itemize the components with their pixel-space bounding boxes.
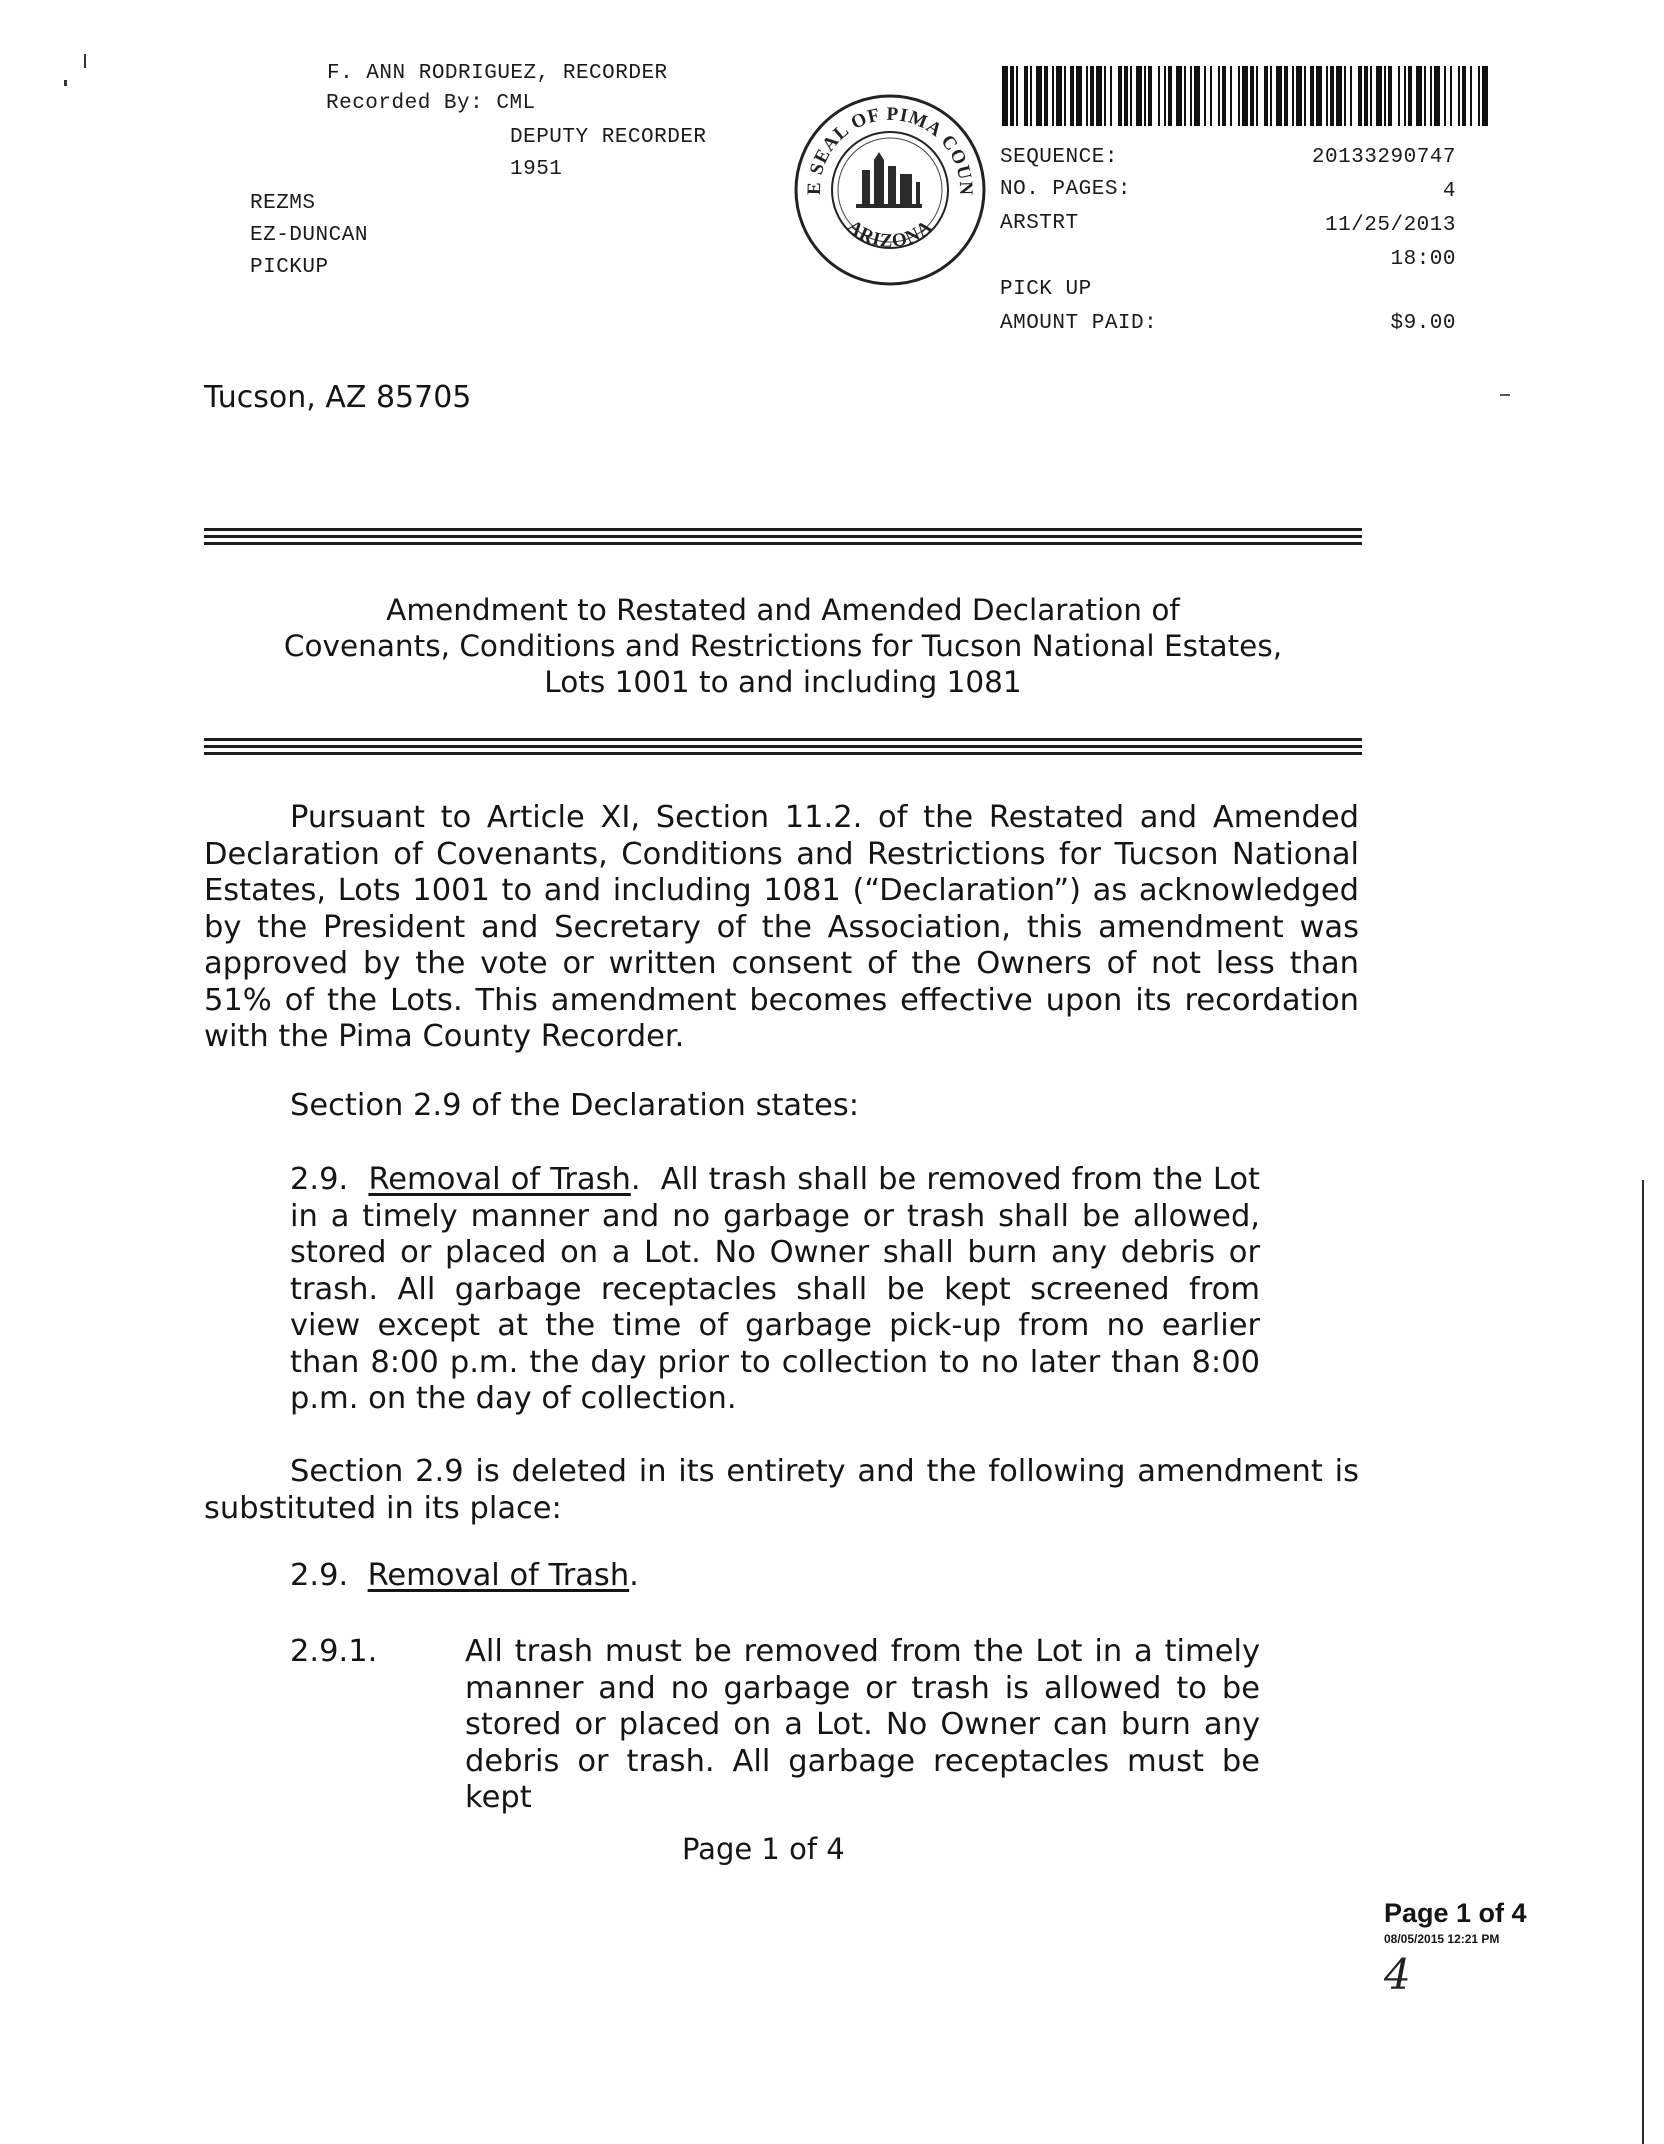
page-footer: Page 1 of 4 bbox=[682, 1832, 845, 1866]
barcode-graphic bbox=[1002, 66, 1488, 126]
amount-label: AMOUNT PAID: bbox=[1000, 312, 1158, 335]
new-subsection-body: All trash must be removed from the Lot in a timely manner and no garbage or trash is allowed to be stored or placed on a Lot. No Owner can burn any debris or trash. All garbage receptacles must be kept bbox=[465, 1634, 1260, 1815]
title-rule-bottom bbox=[204, 738, 1362, 759]
scan-mark bbox=[84, 54, 86, 68]
title-line-1: Amendment to Restated and Amended Declaration of bbox=[386, 593, 1180, 627]
document-type: ARSTRT bbox=[1000, 212, 1079, 235]
county-seal bbox=[790, 90, 990, 290]
scan-mark bbox=[1500, 394, 1510, 396]
deleted-statement: Section 2.9 is deleted in its entirety and the following amendment is substituted in its place: bbox=[204, 1454, 1359, 1526]
recorded-by-label: Recorded By: bbox=[326, 92, 484, 115]
seal-text-bottom: ARIZONA bbox=[843, 216, 937, 252]
document-title bbox=[204, 592, 1362, 700]
scan-edge-line bbox=[1642, 1180, 1644, 2144]
recording-date: 11/25/2013 bbox=[1324, 214, 1456, 237]
seal-text-top: E SEAL OF PIMA COUN bbox=[803, 103, 977, 197]
new-section-heading: Removal of Trash bbox=[367, 1558, 630, 1593]
handwritten-mark: 4 bbox=[1384, 1950, 1411, 1999]
sequence-value: 20133290747 bbox=[1311, 146, 1456, 169]
pages-value: 4 bbox=[1442, 180, 1456, 203]
original-section-body: All trash shall be removed from the Lot in a timely manner and no garbage or trash shall be allowed, stored or placed on a Lot. No Owner shall burn any debris or trash. All garbage receptacles shall be kept screened from view except at the time of garbage pick-up from no earlier than 8:00 p.m. the day prior to collection to no later than 8:00 p.m. on the day of collection. bbox=[290, 1162, 1261, 1416]
title-line-2: Covenants, Conditions and Restrictions for Tucson National Estates, bbox=[283, 629, 1283, 663]
title-line-3: Lots 1001 to and including 1081 bbox=[544, 665, 1022, 699]
recorder-code-1: REZMS bbox=[250, 192, 316, 215]
print-datetime: 08/05/2015 12:21 PM bbox=[1384, 1932, 1500, 1946]
new-section-number: 2.9. bbox=[290, 1558, 349, 1593]
recorded-by-value: CML bbox=[496, 92, 536, 115]
deputy-number: 1951 bbox=[510, 158, 563, 181]
new-subsection-number: 2.9.1. bbox=[290, 1634, 378, 1669]
intro-paragraph: Pursuant to Article XI, Section 11.2. of the Restated and Amended Declaration of Covenants, Conditions and Restrictions for Tucson National Estates, Lots 1001 to and including 1081 (“Declaration”) as acknowledged by the President and Secretary of the Association, this amendment was approved by the vote or written consent of the Owners of not less than 51% of the Lots. This amendment becomes effective upon its recordation with the Pima County Recorder. bbox=[204, 800, 1359, 1054]
recorded-by bbox=[326, 92, 536, 115]
recording-time: 18:00 bbox=[1390, 248, 1456, 271]
title-rule-top bbox=[204, 528, 1362, 549]
return-address: Tucson, AZ 85705 bbox=[204, 380, 472, 415]
original-section: 2.9. Removal of Trash. All trash shall be removed from the Lot in a timely manner and no garbage or trash shall be allowed, stored or placed on a Lot. No Owner shall burn any debris or trash. All garbage receptacles shall be kept screened from view except at the time of garbage pick-up from no earlier than 8:00 p.m. the day prior to collection to no later than 8:00 p.m. on the day of collection. bbox=[290, 1162, 1261, 1416]
pickup-label: PICK UP bbox=[1000, 278, 1092, 301]
print-page-stamp: Page 1 of 4 bbox=[1384, 1898, 1527, 1928]
pages-label: NO. PAGES: bbox=[1000, 178, 1132, 201]
new-section-heading-line: 2.9. Removal of Trash. bbox=[290, 1558, 639, 1593]
deputy-recorder: DEPUTY RECORDER bbox=[510, 126, 707, 149]
svg-text:ARIZONA bbox=[843, 216, 937, 252]
recorder-code-2: EZ-DUNCAN bbox=[250, 224, 368, 247]
sequence-label: SEQUENCE: bbox=[1000, 146, 1118, 169]
recording-barcode bbox=[1002, 66, 1488, 126]
section-states: Section 2.9 of the Declaration states: bbox=[290, 1088, 860, 1123]
original-section-heading: Removal of Trash bbox=[368, 1162, 631, 1197]
original-section-number: 2.9. bbox=[290, 1162, 349, 1197]
scan-mark bbox=[64, 80, 67, 86]
amount-value: $9.00 bbox=[1390, 312, 1456, 335]
county-seal-graphic bbox=[790, 90, 990, 290]
recorder-name: F. ANN RODRIGUEZ, RECORDER bbox=[327, 62, 668, 85]
recorder-code-3: PICKUP bbox=[250, 256, 329, 279]
